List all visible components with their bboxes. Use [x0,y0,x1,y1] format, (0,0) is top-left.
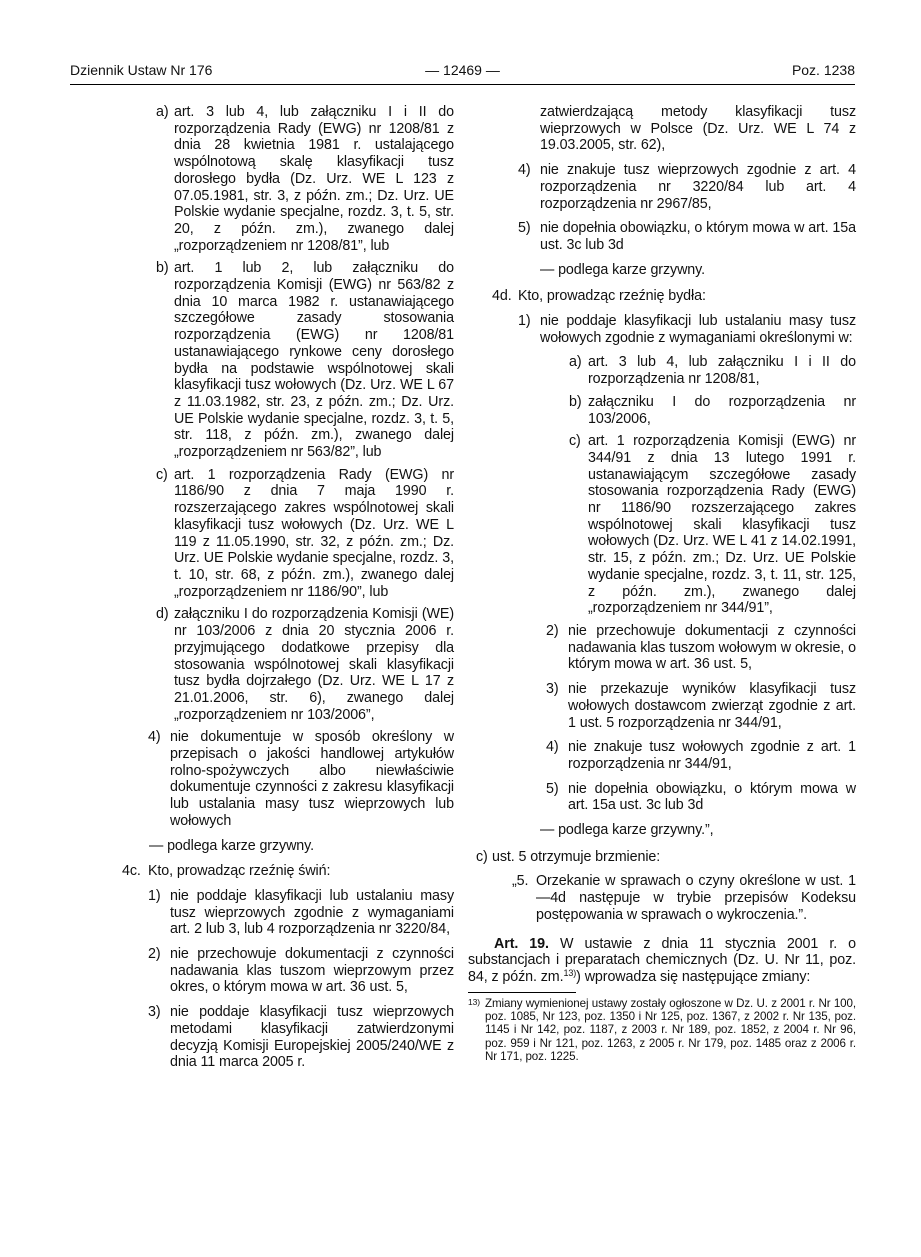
item-marker: d) [156,606,169,623]
quoted-paragraph-5 [512,873,856,923]
item-marker: b) [569,393,582,410]
article-19-text-end: ) wprowadza się następujące zmiany: [576,968,811,985]
left-item-c [156,466,454,601]
penalty-text: — podlega karze grzywny.”, [540,822,714,839]
art4d-point-4 [546,739,856,772]
item-marker: 4d. [492,288,512,305]
art4c-point-3 [148,1004,454,1071]
right-column [468,104,856,1064]
item-text: art. 1 rozporządzenia Rady (EWG) nr 1186/90 z dnia 7 maja 1990 r. rozszerzającego zakres wspólnotowej skali klasyfikacji tusz wołowych (Dz. Urz. WE L 119 z 11.05.1990, str. 32, z późn. zm.; Dz. Urz. UE Polskie wydanie specjalne, rozdz. 3, t. 10, str. 68, z późn. zm.), zwanego dalej „rozporządzeniem nr 1186/90”, lub [174,466,454,600]
article-4c [122,863,454,880]
item-marker: 5) [518,220,531,237]
item-text: ust. 5 otrzymuje brzmienie: [492,848,661,865]
point-c [476,848,856,866]
article-19-text: W ustawie z dnia 11 stycznia 2001 r. o substancjach i preparatach chemicznych (Dz. U. Nr 11, poz. 84, z późn. zm. [468,935,857,985]
art4c-point-2 [148,946,454,996]
item-marker: 4c. [122,863,141,880]
art4d-point-5 [546,780,856,814]
item-text: nie dokumentuje w sposób określony w przepisach o jakości handlowej artykułów rolno-spożywczych albo niewłaściwie dokumentuje czynności z zakresu klasyfikacji lub ustalania masy tusz wieprzowych lub wołowych [170,729,454,829]
art4c-point-1 [148,887,454,938]
footnote-rule [468,992,576,993]
left-item-b [156,260,454,461]
art4d-subitem-b [569,393,856,427]
item-text: nie znakuje tusz wieprzowych zgodnie z art. 4 rozporządzenia nr 3220/84 lub art. 4 rozporządzenia nr 2967/85, [540,162,856,212]
item-text: nie przechowuje dokumentacji z czynności nadawania klas tuszom wieprzowym przez okres, o którym mowa w art. 36 ust. 5, [170,946,454,996]
item-text: art. 1 lub 2, lub załączniku do rozporządzenia Komisji (EWG) nr 563/82 z dnia 10 marca 1982 r. ustanawiającego szczegółowe zasady stosowania rozporządzenia (EWG) nr 1208/81 ustanawiającego rynkowe ceny dorosłego bydła na podstawie wspólnotowej skali klasyfikacji tusz wołowych (Dz. Urz. WE L 67 z 11.03.1982, str. 23, z późn. zm.; Dz. Urz. UE Polskie wydanie specjalne, rozdz. 3, t. 5, str. 118, z późn. zm.), zwanego dalej „rozporządzeniem nr 563/82”, lub [174,260,454,461]
item-text: Orzekanie w sprawach o czyny określone w ust. 1—4d następuje w trybie przepisów Kodeksu postępowania w sprawach o wykroczenia.”. [536,873,856,923]
item-text: nie poddaje klasyfikacji tusz wieprzowych metodami klasyfikacji zatwierdzonymi decyzją Komisji Europejskiej 2005/240/WE z dnia 11 marca 2005 r. [170,1004,454,1071]
item-marker: b) [156,260,169,277]
item-text: nie przechowuje dokumentacji z czynności nadawania klas tuszom wołowym w okresie, o którym mowa w art. 36 ust. 5, [568,622,856,673]
position-number: Poz. 1238 [791,62,855,78]
footnote-text: Zmiany wymienionej ustawy zostały ogłoszone w Dz. U. z 2001 r. Nr 100, poz. 1085, Nr 123, poz. 1350 i Nr 125, poz. 1367, z 2002 r. Nr 135, poz. 1145 i Nr 142, poz. 1187, z 2003 r. Nr 189, poz. 1852, z 2004 r. Nr 96, poz. 959 i Nr 121, poz. 1263, z 2005 r. Nr 179, poz. 1485 oraz z 2006 r. Nr 171, poz. 1225. [485,996,856,1064]
item-text: nie przekazuje wyników klasyfikacji tusz wołowych dostawcom zwierząt zgodnie z art. 1 ust. 5 rozporządzenia nr 344/91, [568,681,856,731]
item-text: nie poddaje klasyfikacji lub ustalaniu masy tusz wieprzowych zgodnie z wymaganiami art. 2 lub 3, lub 4 rozporządzenia nr 3220/84, [170,887,454,938]
item-marker: a) [569,354,582,371]
item-marker: 3) [546,681,559,698]
journal-title: Dziennik Ustaw Nr 176 [70,62,213,78]
art4c-point-4 [518,162,856,212]
art4d-subitem-c [569,433,856,617]
item-text: nie poddaje klasyfikacji lub ustalaniu masy tusz wołowych zgodnie z wymaganiami określonymi w: [540,313,856,346]
article-19-label: Art. 19. [494,935,549,952]
left-column [124,104,454,1079]
item-text: Kto, prowadząc rzeźnię świń: [148,863,331,880]
article-4d [492,288,856,305]
item-marker: 3) [148,1004,161,1021]
item-text: Kto, prowadząc rzeźnię bydła: [518,288,706,305]
page-number: — 12469 — [425,62,500,78]
item-text: nie znakuje tusz wołowych zgodnie z art. 1 rozporządzenia nr 344/91, [568,739,856,772]
header-rule [70,84,855,85]
continuation-text: zatwierdzającą metody klasyfikacji tusz wieprzowych w Polsce (Dz. Urz. WE L 74 z 19.03.2005, str. 62), [540,104,856,154]
footnote-13 [468,997,856,1064]
item-marker: 4) [148,729,161,746]
item-text: załączniku I do rozporządzenia Komisji (WE) nr 103/2006 z dnia 20 stycznia 2006 r. przyjmującego dodatkowe przepisy dla stosowania wspólnotowej skali klasyfikacji tusz bydła dojrzałego (Dz. Urz. WE L 17 z 21.01.2006, str. 6), zwanego dalej „rozporządzeniem nr 103/2006”, [174,606,454,723]
footnote-marker: 13) [468,996,480,1007]
item-marker: c) [476,848,488,865]
item-marker: 4) [518,162,531,179]
footnote-ref[interactable]: 13) [563,967,577,978]
art4d-point-2 [546,622,856,673]
item-marker: 2) [546,622,559,639]
item-marker: c) [569,433,581,450]
left-item-d [156,606,454,723]
item-text: nie dopełnia obowiązku, o którym mowa w art. 15a ust. 3c lub 3d [540,220,856,253]
item-marker: 1) [148,887,161,904]
article-19 [468,936,856,986]
item-text: załączniku I do rozporządzenia nr 103/2006, [588,393,856,427]
item-text: art. 3 lub 4, lub załączniku I i II do rozporządzenia Rady (EWG) nr 1208/81 z dnia 28 kwietnia 1981 r. ustalającego wspólnotową skalę klasyfikacji tusz dorosłego bydła (Dz. Urz. WE L 123 z 07.05.1981, str. 3, z późn. zm.; Dz. Urz. UE Polskie wydanie specjalne, rozdz. 3, t. 5, str. 20, z późn. zm.), zwanego dalej „rozporządzeniem nr 1208/81”, lub [174,104,454,254]
penalty-text: — podlega karze grzywny. [149,837,315,854]
item-marker: a) [156,104,169,120]
art4d-point-3 [546,681,856,731]
item-text: art. 3 lub 4, lub załączniku I i II do rozporządzenia nr 1208/81, [588,354,856,388]
art4c-point-5 [518,220,856,253]
item-text: nie dopełnia obowiązku, o którym mowa w art. 15a ust. 3c lub 3d [568,780,856,814]
left-item-a [156,104,454,254]
item-text: art. 1 rozporządzenia Komisji (EWG) nr 344/91 z dnia 13 lutego 1991 r. ustanawiającym szczegółowe zasady stosowania rozporządzenia Rady (EWG) nr 1186/90 rozszerzającego zakres wspólnotowej skali klasyfikacji tusz wołowych (Dz. Urz. WE L 41 z 14.02.1991, str. 15, z późn. zm.; Dz. Urz. UE Polskie wydanie specjalne, rozdz. 3, t. 11, str. 125, z późn. zm.), zwanego dalej „rozporządzeniem nr 344/91”, [588,433,856,617]
penalty-text: — podlega karze grzywny. [540,261,706,278]
left-point-4 [148,729,454,829]
item-marker: 4) [546,739,559,756]
item-marker: „5. [512,873,529,890]
item-marker: 1) [518,313,531,330]
item-marker: 2) [148,946,161,963]
item-marker: 5) [546,780,559,797]
art4d-subitem-a [569,354,856,388]
item-marker: c) [156,466,168,483]
page-header [70,62,855,82]
art4d-point-1 [518,313,856,346]
